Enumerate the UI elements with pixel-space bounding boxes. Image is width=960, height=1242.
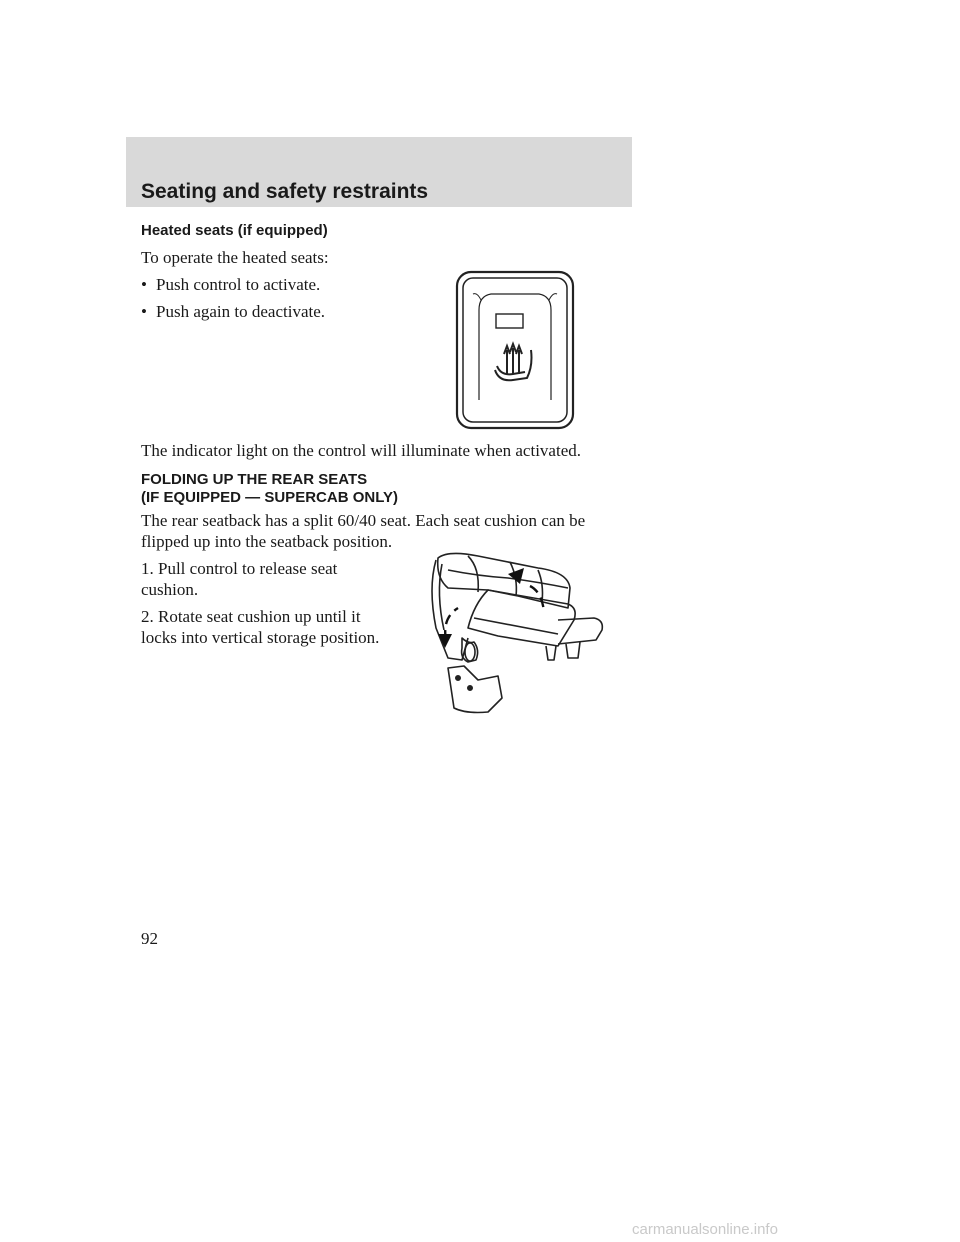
folding-heading-line1: FOLDING UP THE REAR SEATS xyxy=(141,471,368,488)
heated-seats-heading: Heated seats (if equipped) xyxy=(141,222,328,239)
seat-heat-symbol xyxy=(495,344,532,380)
step1-line2: cushion. xyxy=(141,580,199,599)
heated-seat-switch-icon xyxy=(455,270,575,430)
step1-line1: 1. Pull control to release seat xyxy=(141,559,338,578)
bullet-dot: • xyxy=(141,302,147,321)
folding-paragraph-line2: flipped up into the seatback position. xyxy=(141,532,393,551)
bullet-activate: Push control to activate. xyxy=(156,275,321,294)
folding-heading-line2: (IF EQUIPPED — SUPERCAB ONLY) xyxy=(141,489,398,506)
bullet-dot: • xyxy=(141,275,147,294)
step2-line2: locks into vertical storage position. xyxy=(141,628,380,647)
bullet-deactivate: Push again to deactivate. xyxy=(156,302,326,321)
chapter-title: Seating and safety restraints xyxy=(141,180,429,203)
step2-line1: 2. Rotate seat cushion up until it xyxy=(141,607,361,626)
indicator-note: The indicator light on the control will illuminate when activated. xyxy=(141,441,581,460)
heated-seats-intro: To operate the heated seats: xyxy=(141,248,329,267)
page-number: 92 xyxy=(141,929,158,948)
footer-watermark-url[interactable]: carmanualsonline.info xyxy=(632,1221,778,1238)
rear-seat-fold-illustration xyxy=(418,548,608,718)
folding-paragraph-line1: The rear seatback has a split 60/40 seat. Each seat cushion can be xyxy=(141,511,586,530)
